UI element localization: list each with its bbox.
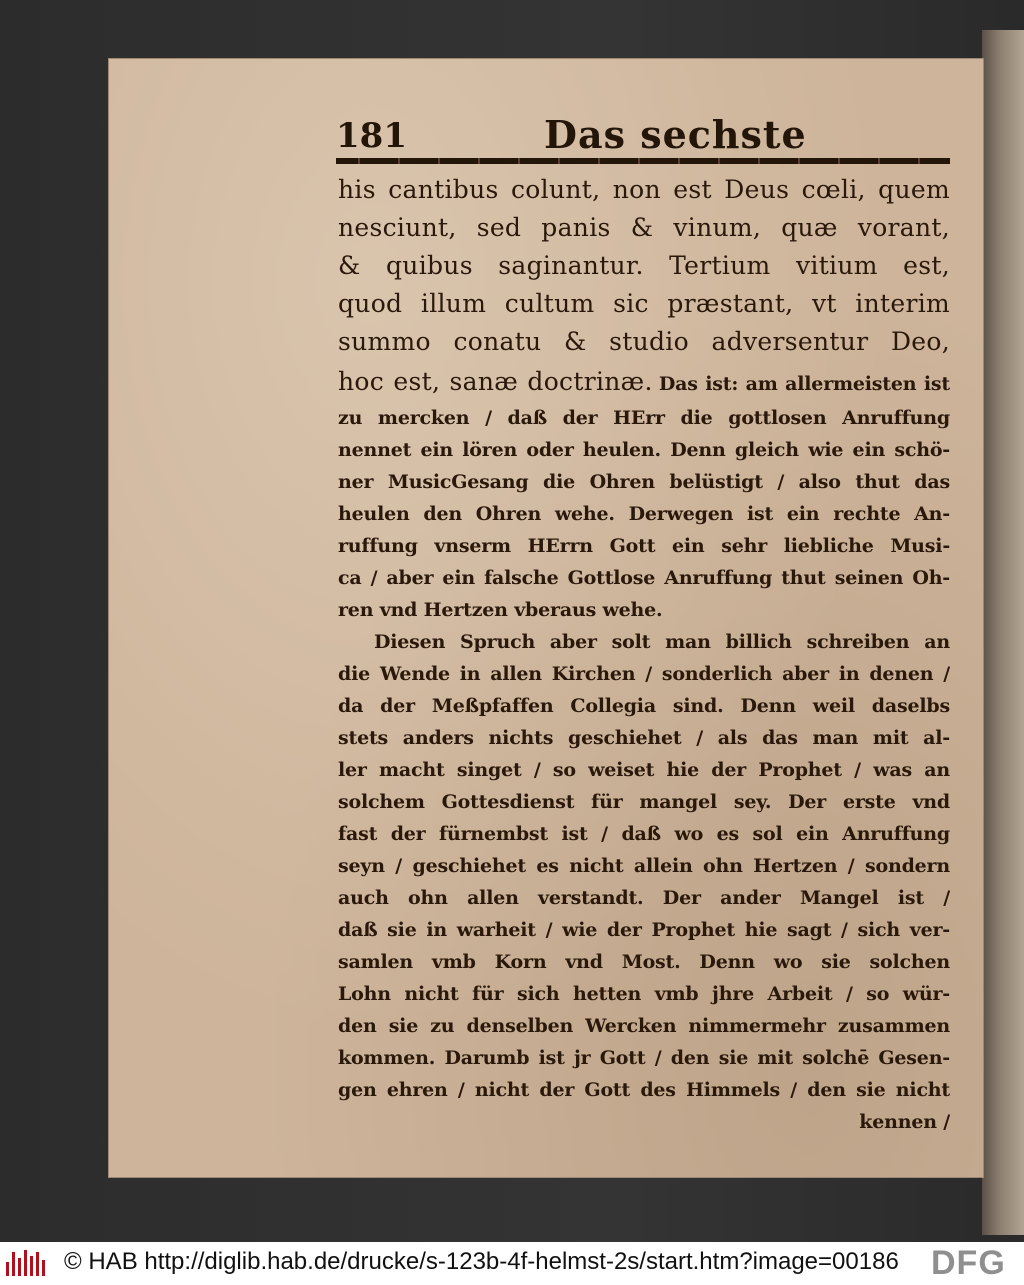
- page-header: [336, 108, 948, 160]
- german-line: ca / aber ein falsche Gottlose Anruffung thut seinen Oh-: [338, 567, 950, 589]
- german-line: ler macht singet / so weiset hie der Prophet / was an: [338, 759, 950, 781]
- running-title: Das sechste: [544, 112, 807, 157]
- mixed-line-latin: hoc est, sanæ doctrinæ.: [338, 367, 653, 396]
- german-line: heulen den Ohren wehe. Derwegen ist ein rechte An-: [338, 503, 950, 525]
- footer-bar: [0, 1242, 1024, 1285]
- latin-line: & quibus saginantur. Tertium vitium est,: [338, 251, 950, 280]
- german-line: ren vnd Hertzen vberaus wehe.: [338, 599, 663, 621]
- facing-page-edge: [982, 30, 1024, 1235]
- library-barcode-icon: [6, 1250, 46, 1276]
- german-line: den sie zu denselben Wercken nimmermehr zusammen: [338, 1015, 950, 1037]
- catchword: kennen /: [859, 1111, 950, 1133]
- dfg-logo: DFG: [931, 1244, 1006, 1282]
- mixed-line-german: Das ist: am allermeisten ist: [658, 373, 950, 395]
- german-line: ruffung vnserm HErrn Gott ein sehr liebliche Musi-: [338, 535, 950, 557]
- german-line: kommen. Darumb ist jr Gott / den sie mit solchē Gesen-: [338, 1047, 950, 1069]
- german-line: daß sie in warheit / wie der Prophet hie sagt / sich ver-: [338, 919, 950, 941]
- german-line: solchem Gottesdienst für mangel sey. Der erste vnd: [338, 791, 950, 813]
- latin-line: his cantibus colunt, non est Deus cœli, quem: [338, 175, 950, 204]
- header-rule: [336, 158, 950, 164]
- german-line: seyn / geschiehet es nicht allein ohn Hertzen / sondern: [338, 855, 950, 877]
- german-line: auch ohn allen verstandt. Der ander Mangel ist /: [338, 887, 950, 909]
- german-line: stets anders nichts geschiehet / als das man mit al-: [338, 727, 950, 749]
- german-line: fast der fürnembst ist / daß wo es sol ein Anruffung: [338, 823, 950, 845]
- latin-line: quod illum cultum sic præstant, vt interim: [338, 289, 950, 318]
- german-line: da der Meßpfaffen Collegia sind. Denn weil daselbs: [338, 695, 950, 717]
- copyright-link[interactable]: © HAB http://diglib.hab.de/drucke/s-123b-4f-helmst-2s/start.htm?image=00186: [64, 1248, 899, 1275]
- page-number: 181: [336, 116, 407, 156]
- german-line: ner MusicGesang die Ohren belüstigt / also thut das: [338, 471, 950, 493]
- german-line: samlen vmb Korn vnd Most. Denn wo sie solchen: [338, 951, 950, 973]
- mixed-line: [338, 362, 950, 402]
- german-line: gen ehren / nicht der Gott des Himmels / den sie nicht: [338, 1079, 950, 1101]
- latin-line: nesciunt, sed panis & vinum, quæ vorant,: [338, 213, 950, 242]
- german-line: zu mercken / daß der HErr die gottlosen Anruffung: [338, 407, 950, 429]
- german-line: Lohn nicht für sich hetten vmb jhre Arbeit / so wür-: [338, 983, 950, 1005]
- german-line: die Wende in allen Kirchen / sonderlich aber in denen /: [338, 663, 950, 685]
- german-line: Diesen Spruch aber solt man billich schreiben an: [374, 631, 950, 653]
- latin-line: summo conatu & studio adversentur Deo,: [338, 327, 950, 356]
- german-line: nennet ein lören oder heulen. Denn gleich wie ein schö-: [338, 439, 950, 461]
